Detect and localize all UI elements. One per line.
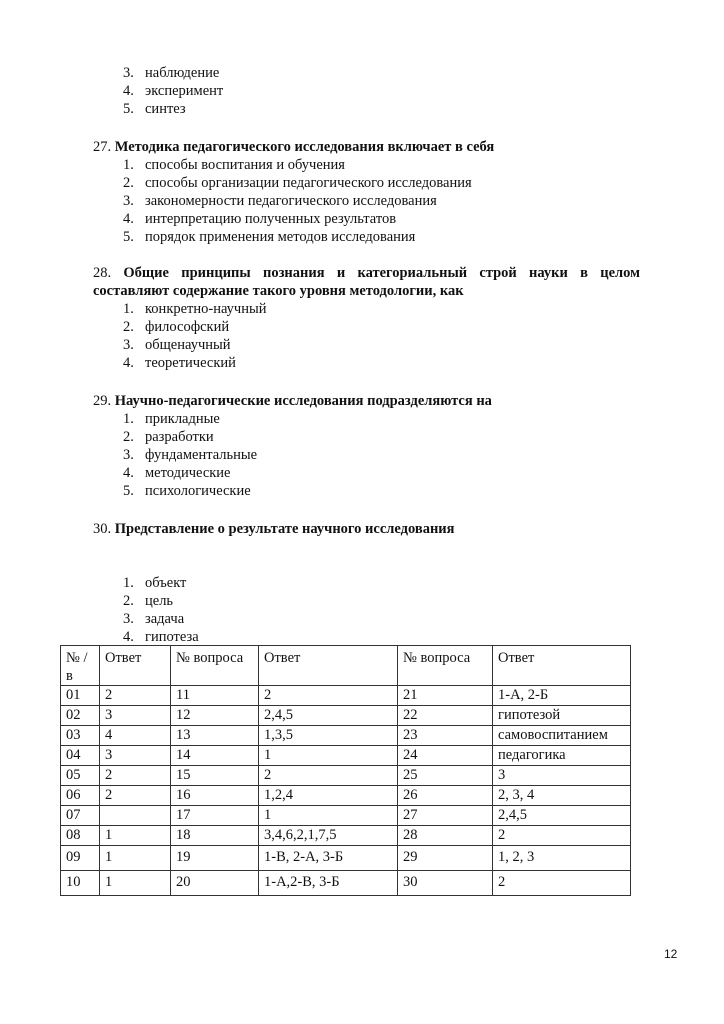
table-header-cell: Ответ — [100, 646, 171, 686]
table-row — [61, 786, 631, 806]
table-cell: 07 — [61, 806, 100, 826]
list-item-text: способы организации педагогического исследования — [145, 175, 472, 191]
table-cell: 1-А,2-В, 3-Б — [259, 871, 398, 896]
table-row — [61, 806, 631, 826]
list-item-number: 4. — [123, 465, 134, 481]
list-item-text: общенаучный — [145, 337, 231, 353]
table-cell: гипотезой — [493, 706, 631, 726]
table-cell: 26 — [398, 786, 493, 806]
table-cell: 1-В, 2-А, 3-Б — [259, 846, 398, 871]
table-cell: 20 — [171, 871, 259, 896]
list-item-number: 1. — [123, 575, 134, 591]
answer-table — [60, 645, 631, 896]
page-number: 12 — [664, 947, 678, 961]
question-number: 29. — [93, 393, 112, 409]
list-item-number: 2. — [123, 175, 134, 191]
table-cell: 04 — [61, 746, 100, 766]
table-header-cell: Ответ — [493, 646, 631, 686]
list-item-number: 3. — [123, 611, 134, 627]
list-item-text: прикладные — [145, 411, 220, 427]
question-text: Общие принципы познания и категориальный строй науки в целом составляют содержание такого уровня методологии, как — [93, 265, 640, 299]
table-cell: 1 — [259, 806, 398, 826]
list-item-number: 2. — [123, 593, 134, 609]
list-item-number: 1. — [123, 301, 134, 317]
table-cell: 2 — [100, 766, 171, 786]
list-item-text: гипотеза — [145, 629, 199, 645]
list-item-number: 3. — [123, 193, 134, 209]
table-cell: 01 — [61, 686, 100, 706]
table-cell: 1,2,4 — [259, 786, 398, 806]
table-cell — [100, 806, 171, 826]
table-cell: 11 — [171, 686, 259, 706]
table-cell: 1 — [100, 871, 171, 896]
list-item-number: 4. — [123, 211, 134, 227]
list-item-number: 3. — [123, 65, 134, 81]
list-item-number: 3. — [123, 447, 134, 463]
table-row — [61, 871, 631, 896]
table-cell: 2 — [259, 766, 398, 786]
table-cell: 15 — [171, 766, 259, 786]
table-header-cell: № /в — [61, 646, 100, 686]
question-text: Представление о результате научного исследования — [114, 521, 455, 537]
table-cell: 25 — [398, 766, 493, 786]
table-header-cell: Ответ — [259, 646, 398, 686]
table-cell: 27 — [398, 806, 493, 826]
question-text: Методика педагогического исследования включает в себя — [114, 139, 495, 155]
list-item-number: 5. — [123, 101, 134, 117]
table-cell: 19 — [171, 846, 259, 871]
table-cell: 14 — [171, 746, 259, 766]
table-cell: 3 — [100, 746, 171, 766]
table-cell: 16 — [171, 786, 259, 806]
list-item-text: закономерности педагогического исследования — [145, 193, 437, 209]
question-number: 27. — [93, 139, 112, 155]
list-item-text: психологические — [145, 483, 251, 499]
table-cell: педагогика — [493, 746, 631, 766]
question-number: 30. — [93, 521, 112, 537]
table-cell: 4 — [100, 726, 171, 746]
list-item-text: философский — [145, 319, 230, 335]
table-header-row — [61, 646, 631, 686]
list-item-number: 4. — [123, 83, 134, 99]
list-item-text: разработки — [145, 429, 214, 445]
list-item-number: 1. — [123, 411, 134, 427]
table-cell: 18 — [171, 826, 259, 846]
table-row — [61, 826, 631, 846]
table-row — [61, 686, 631, 706]
table-cell: 22 — [398, 706, 493, 726]
list-item-number: 2. — [123, 319, 134, 335]
question-number: 28. — [93, 265, 112, 281]
table-cell: 1-А, 2-Б — [493, 686, 631, 706]
table-cell: 21 — [398, 686, 493, 706]
table-cell: 24 — [398, 746, 493, 766]
table-cell: 1,3,5 — [259, 726, 398, 746]
list-item-text: теоретический — [145, 355, 236, 371]
table-cell: 12 — [171, 706, 259, 726]
table-row — [61, 846, 631, 871]
list-item-text: наблюдение — [145, 65, 220, 81]
list-item-text: эксперимент — [145, 83, 224, 99]
list-item-text: порядок применения методов исследования — [145, 229, 416, 245]
table-cell: 10 — [61, 871, 100, 896]
table-cell: 2,4,5 — [259, 706, 398, 726]
table-cell: 09 — [61, 846, 100, 871]
table-cell: 1 — [100, 826, 171, 846]
list-item-number: 3. — [123, 337, 134, 353]
list-item-text: фундаментальные — [145, 447, 258, 463]
list-item-number: 5. — [123, 229, 134, 245]
question-title — [93, 138, 640, 156]
table-cell: 1, 2, 3 — [493, 846, 631, 871]
table-cell: 1 — [259, 746, 398, 766]
table-cell: 2 — [259, 686, 398, 706]
list-item-text: задача — [145, 611, 185, 627]
table-cell: 13 — [171, 726, 259, 746]
table-cell: 2 — [493, 826, 631, 846]
table-row — [61, 726, 631, 746]
list-item-number: 4. — [123, 629, 134, 645]
list-item-number: 4. — [123, 355, 134, 371]
question-text: Научно-педагогические исследования подразделяются на — [114, 393, 492, 409]
table-cell: 2 — [100, 686, 171, 706]
list-item-number: 2. — [123, 429, 134, 445]
question-title — [93, 520, 640, 538]
table-row — [61, 706, 631, 726]
list-item-number: 1. — [123, 157, 134, 173]
table-cell: 05 — [61, 766, 100, 786]
table-row — [61, 746, 631, 766]
table-cell: 17 — [171, 806, 259, 826]
table-cell: 3,4,6,2,1,7,5 — [259, 826, 398, 846]
table-cell: 2, 3, 4 — [493, 786, 631, 806]
table-cell: 2 — [100, 786, 171, 806]
table-cell: самовоспитанием — [493, 726, 631, 746]
list-item-text: объект — [145, 575, 187, 591]
table-cell: 3 — [100, 706, 171, 726]
table-cell: 29 — [398, 846, 493, 871]
list-item-text: синтез — [145, 101, 186, 117]
table-cell: 2,4,5 — [493, 806, 631, 826]
table-cell: 03 — [61, 726, 100, 746]
table-cell: 3 — [493, 766, 631, 786]
table-row — [61, 766, 631, 786]
list-item-number: 5. — [123, 483, 134, 499]
table-cell: 02 — [61, 706, 100, 726]
table-cell: 06 — [61, 786, 100, 806]
table-header-cell: № вопроса — [398, 646, 493, 686]
table-cell: 23 — [398, 726, 493, 746]
table-cell: 28 — [398, 826, 493, 846]
list-item-text: интерпретацию полученных результатов — [145, 211, 397, 227]
question-title — [93, 392, 640, 410]
table-cell: 08 — [61, 826, 100, 846]
list-item-text: методические — [145, 465, 231, 481]
list-item-text: способы воспитания и обучения — [145, 157, 345, 173]
table-header-cell: № вопроса — [171, 646, 259, 686]
list-item-text: цель — [145, 593, 174, 609]
list-item-text: конкретно-научный — [145, 301, 267, 317]
table-cell: 1 — [100, 846, 171, 871]
table-cell: 30 — [398, 871, 493, 896]
question-title — [93, 264, 640, 300]
table-cell: 2 — [493, 871, 631, 896]
